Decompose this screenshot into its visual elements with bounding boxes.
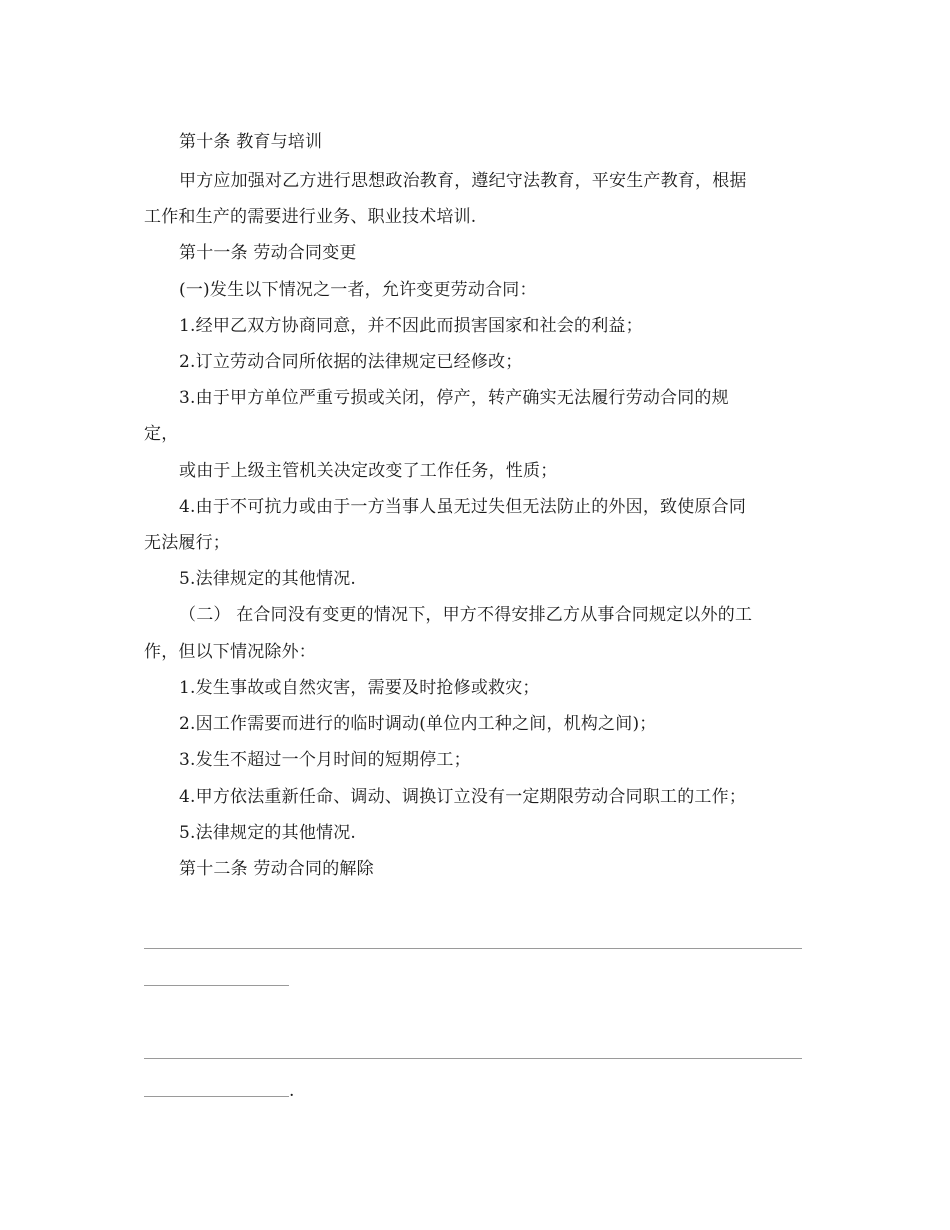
- article-12-heading: 第十二条 劳动合同的解除: [179, 859, 374, 879]
- list-item: 2.订立劳动合同所依据的法律规定已经修改；: [179, 352, 523, 372]
- list-item-continuation: 无法履行；: [144, 533, 230, 553]
- blank-fill-line: [144, 1096, 289, 1097]
- article-11-heading: 第十一条 劳动合同变更: [179, 243, 357, 263]
- list-item: 4.甲方依法重新任命、调动、调换订立没有一定期限劳动合同职工的工作；: [179, 787, 747, 807]
- list-item-continuation: 定，: [144, 424, 179, 444]
- list-item: 1.发生事故或自然灾害，需要及时抢修或救灾；: [179, 678, 540, 698]
- list-item: 3.由于甲方单位严重亏损或关闭，停产，转产确实无法履行劳动合同的规: [179, 388, 729, 408]
- blank-fill-line: [144, 948, 802, 949]
- paragraph-line: (一)发生以下情况之一者，允许变更劳动合同：: [179, 280, 537, 300]
- list-item: 5.法律规定的其他情况.: [179, 823, 357, 843]
- blank-fill-line: [144, 985, 289, 986]
- blank-end-period: .: [289, 1081, 295, 1101]
- paragraph-line: 工作和生产的需要进行业务、职业技术培训.: [144, 207, 477, 227]
- list-item: 5.法律规定的其他情况.: [179, 569, 357, 589]
- list-item: 1.经甲乙双方协商同意，并不因此而损害国家和社会的利益；: [179, 316, 643, 336]
- list-item: 2.因工作需要而进行的临时调动(单位内工种之间，机构之间)；: [179, 714, 657, 734]
- blank-fill-line: [144, 1058, 802, 1059]
- list-item: 4.由于不可抗力或由于一方当事人虽无过失但无法防止的外因，致使原合同: [179, 497, 747, 517]
- paragraph-line: 作，但以下情况除外：: [144, 642, 316, 662]
- paragraph-line: （二） 在合同没有变更的情况下，甲方不得安排乙方从事合同规定以外的工: [179, 605, 753, 625]
- article-10-heading: 第十条 教育与培训: [179, 132, 323, 152]
- paragraph-line: 甲方应加强对乙方进行思想政治教育，遵纪守法教育，平安生产教育，根据: [179, 171, 747, 191]
- paragraph-line: 或由于上级主管机关决定改变了工作任务，性质；: [179, 461, 558, 481]
- list-item: 3.发生不超过一个月时间的短期停工；: [179, 750, 471, 770]
